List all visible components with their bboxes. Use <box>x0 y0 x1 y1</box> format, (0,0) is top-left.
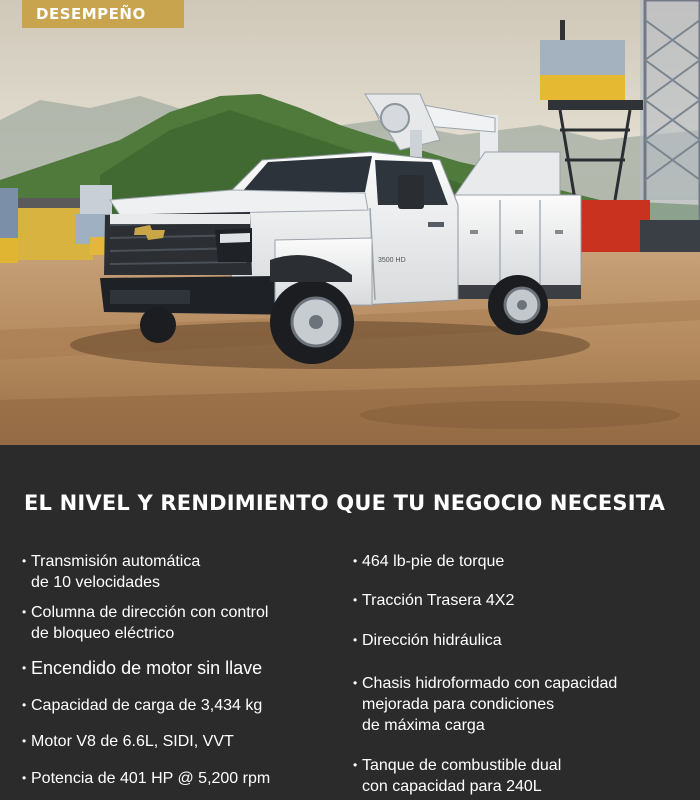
feature-item <box>353 551 505 572</box>
feature-text: Columna de dirección con control de bloqueo eléctrico <box>31 604 269 642</box>
feature-item <box>353 755 562 797</box>
bullet-icon: • <box>353 593 358 607</box>
bullet-icon: • <box>22 661 27 675</box>
model-badge: 3500 HD <box>378 257 406 264</box>
bullet-icon: • <box>22 734 27 748</box>
bullet-icon: • <box>22 771 27 785</box>
rear-wheel <box>488 275 548 335</box>
feature-text: Tanque de combustible dual con capacidad para 240L <box>362 757 562 795</box>
bullet-icon: • <box>353 554 358 568</box>
feature-text: Tracción Trasera 4X2 <box>362 592 515 609</box>
feature-item <box>22 768 271 789</box>
bullet-icon: • <box>22 605 27 619</box>
feature-item <box>353 673 618 736</box>
feature-text: Transmisión automática de 10 velocidades <box>31 553 201 591</box>
bullet-icon: • <box>353 676 358 690</box>
feature-text: Potencia de 401 HP @ 5,200 rpm <box>31 770 271 787</box>
feature-item <box>22 551 201 593</box>
feature-text: Chasis hidroformado con capacidad mejorada para condiciones de máxima carga <box>362 675 618 734</box>
feature-item <box>22 731 234 752</box>
feature-text: 464 lb-pie de torque <box>362 553 505 570</box>
bullet-icon: • <box>353 758 358 772</box>
feature-text: Capacidad de carga de 3,434 kg <box>31 697 263 714</box>
feature-text: Dirección hidráulica <box>362 632 502 649</box>
specs-panel <box>0 445 700 800</box>
feature-item <box>353 590 515 611</box>
feature-item <box>22 695 263 716</box>
feature-text: Encendido de motor sin llave <box>31 658 263 678</box>
bullet-icon: • <box>22 698 27 712</box>
front-wheel <box>270 280 354 364</box>
feature-item <box>22 602 269 644</box>
feature-item <box>22 658 263 679</box>
bullet-icon: • <box>22 554 27 568</box>
specs-title: EL NIVEL Y RENDIMIENTO QUE TU NEGOCIO NECESITA <box>24 491 666 515</box>
feature-text: Motor V8 de 6.6L, SIDI, VVT <box>31 733 234 750</box>
section-badge: DESEMPEÑO <box>22 0 184 28</box>
bullet-icon: • <box>353 633 358 647</box>
feature-item <box>353 630 502 651</box>
